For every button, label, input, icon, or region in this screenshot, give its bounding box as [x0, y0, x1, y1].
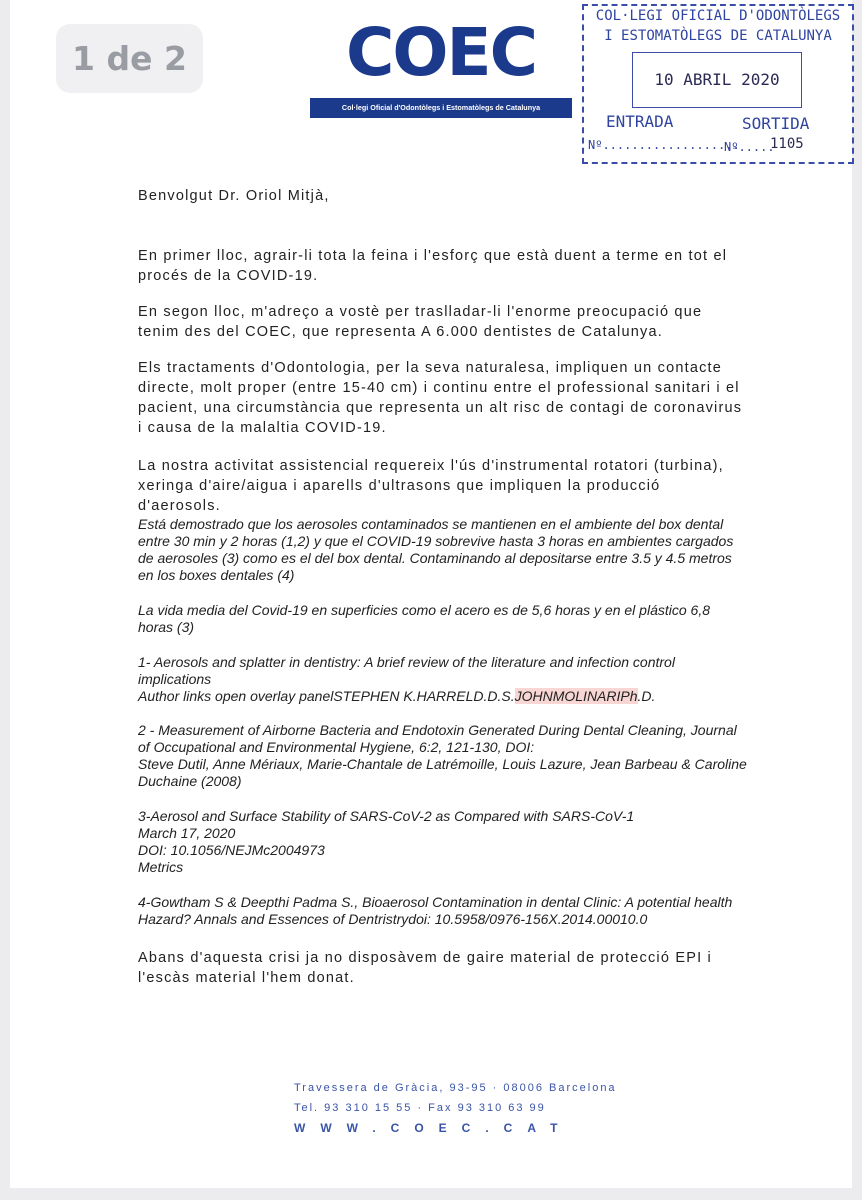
stamp-entrada: ENTRADA: [606, 112, 674, 131]
reference-3-date: March 17, 2020: [138, 825, 236, 841]
reference-3-doi: DOI: 10.1056/NEJMc2004973: [138, 842, 325, 858]
reference-1: [138, 654, 748, 705]
reference-1-authors-b: .D.: [637, 688, 656, 704]
paragraph-1: En primer lloc, agrair-li tota la feina i l'esforç que està duent a terme en tot el procés de la COVID-19.: [138, 248, 728, 284]
stamp-sortida: SORTIDA: [742, 114, 810, 133]
footer-website[interactable]: WWW.COEC.CAT: [294, 1121, 573, 1135]
paragraph-4: La nostra activitat assistencial requereix l'ús d'instrumental rotatori (turbina), xeringa d'aire/aigua i aparells d'ultrasons que impliquen la producció d'aerosols.: [138, 458, 724, 514]
stamp-line-1: COL·LEGI OFICIAL D'ODONTÒLEGS: [595, 8, 841, 24]
logo-subtitle: Col·legi Oficial d'Odontòlegs i Estomatòlegs de Catalunya: [341, 103, 541, 112]
reference-2-authors: Steve Dutil, Anne Mériaux, Marie-Chantale de Latrémoille, Louis Lazure, Jean Barbeau & Caroline Duchaine (2008): [138, 756, 747, 789]
footer-address: Travessera de Gràcia, 93-95 · 08006 Barcelona: [294, 1082, 617, 1094]
reference-3: [138, 808, 748, 876]
logo-text: COEC: [346, 14, 537, 91]
highlighted-author: JOHNMOLINARIPh: [514, 688, 638, 704]
spanish-paragraph-2: La vida media del Covid-19 en superficies como el acero es de 5,6 horas y en el plástico 6,8 horas (3): [138, 602, 710, 635]
paragraph-5: Abans d'aquesta crisi ja no disposàvem de gaire material de protecció EPI i l'escàs material l'hem donat.: [138, 950, 712, 986]
reference-1-authors-a: Author links open overlay panelSTEPHEN K.HARRELD.D.S.: [138, 688, 515, 704]
reference-4: 4-Gowtham S & Deepthi Padma S., Bioaerosol Contamination in dental Clinic: A potential health Hazard? Annals and Essences of Dentristrydoi: 10.5958/0976-156X.2014.00010.0: [138, 894, 733, 927]
spanish-paragraph-1: Está demostrado que los aerosoles contaminados se mantienen en el ambiente del box dental entre 30 min y 2 horas (1,2) y que el COVID-19 sobrevive hasta 3 horas en ambientes cargados de aerosoles (3) como es el del box dental. Contaminando al depositarse entre 3.5 y 4.5 metros en los boxes dentales (4): [138, 516, 734, 583]
letter-page: [10, 0, 852, 1188]
reference-2: [138, 722, 748, 790]
reference-3-metrics: Metrics: [138, 859, 184, 875]
reference-1-authors: [138, 688, 748, 705]
registry-stamp: [582, 4, 854, 164]
stamp-registry-number: 1105: [770, 136, 804, 152]
stamp-number-entrada: Nº...................: [588, 138, 740, 152]
paragraph-3: Els tractaments d'Odontologia, per la seva naturalesa, impliquen un contacte directe, molt proper (entre 15-40 cm) i continu entre el professional sanitari i el pacient, una circumstància que representa un alt risc de contagi de coronavirus i causa de la malaltia COVID-19.: [138, 360, 743, 436]
page-indicator: 1 de 2: [56, 24, 203, 93]
coec-logo: [310, 14, 572, 118]
footer-phone: Tel. 93 310 15 55 · Fax 93 310 63 99: [294, 1102, 546, 1114]
greeting: Benvolgut Dr. Oriol Mitjà,: [138, 188, 330, 204]
reference-1-title: 1- Aerosols and splatter in dentistry: A brief review of the literature and infection control implications: [138, 654, 675, 687]
reference-2-title: 2 - Measurement of Airborne Bacteria and Endotoxin Generated During Dental Cleaning, Journal of Occupational and Environmental Hygiene, 6:2, 121-130, DOI:: [138, 722, 737, 755]
stamp-date: 10 ABRIL 2020: [632, 52, 802, 108]
stamp-line-2: I ESTOMATÒLEGS DE CATALUNYA: [604, 28, 832, 44]
paragraph-2: En segon lloc, m'adreço a vostè per traslladar-li l'enorme preocupació que tenim des del COEC, que representa A 6.000 dentistes de Catalunya.: [138, 304, 703, 340]
reference-3-title: 3-Aerosol and Surface Stability of SARS-CoV-2 as Compared with SARS-CoV-1: [138, 808, 635, 824]
stamp-number-sortida: Nº.....: [724, 140, 775, 154]
